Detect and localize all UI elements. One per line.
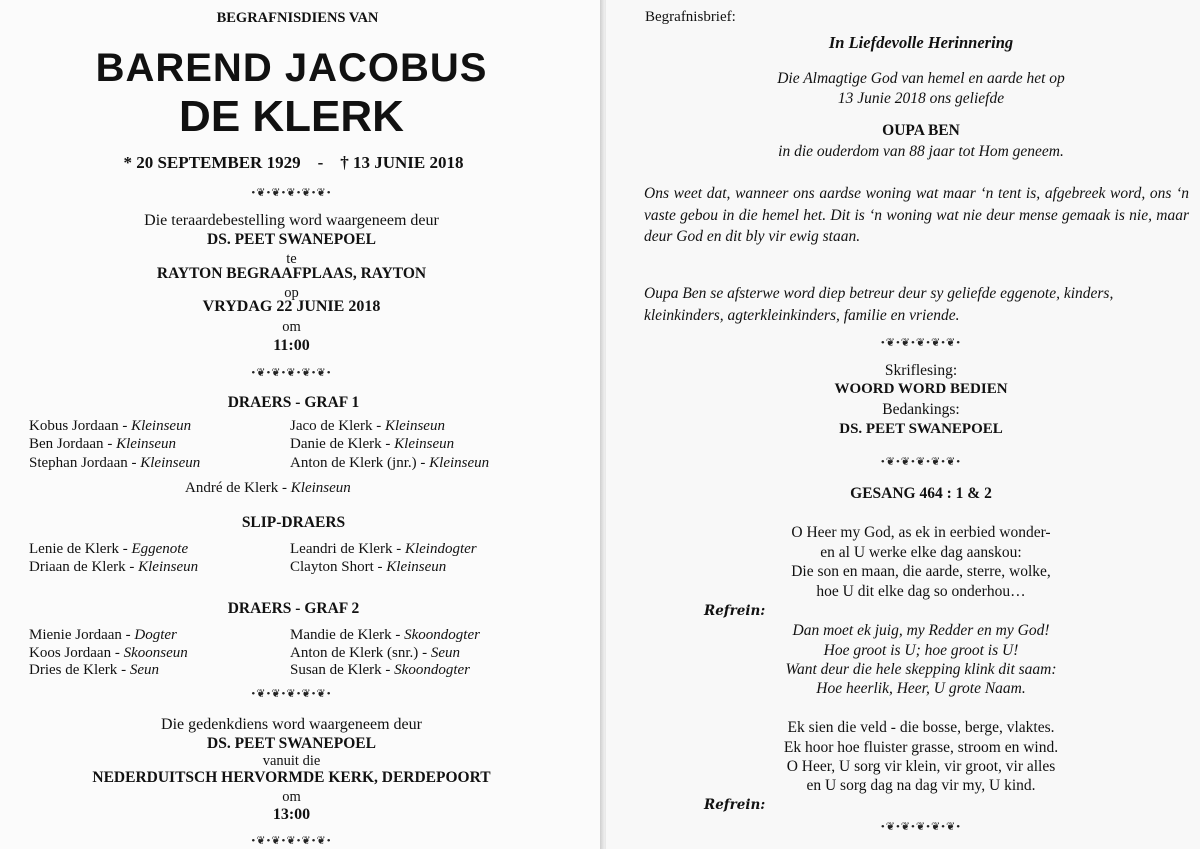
deceased-first-names: BAREND JACOBUS <box>95 46 488 90</box>
pallbearer-row: Lenie de Klerk - Eggenote <box>29 541 189 557</box>
bedankings-label: Bedankings: <box>882 401 960 418</box>
op-label: op <box>284 285 299 301</box>
om-label: om <box>282 789 301 805</box>
pallbearer-row: Clayton Short - Kleinseun <box>290 559 447 575</box>
slip-bearers-title: SLIP-DRAERS <box>241 514 346 531</box>
hymn-line: Die son en maan, die aarde, sterre, wolke, <box>791 563 1051 580</box>
ornament-divider: •❦•❦•❦•❦•❦• <box>880 337 962 349</box>
hymn-line: Ek hoor hoe fluister grasse, stroom en wind. <box>783 739 1059 756</box>
refrain-label: Refrein: <box>704 603 766 619</box>
refrain-line: Want deur die hele skepping klink dit saam: <box>785 661 1057 678</box>
deceased-nickname: OUPA BEN <box>882 122 960 139</box>
thanks-officiant: DS. PEET SWANEPOEL <box>839 421 1003 437</box>
pallbearer-row: Stephan Jordaan - Kleinseun <box>29 455 201 471</box>
refrain-label: Refrein: <box>704 797 766 813</box>
death-cross-icon: † <box>340 153 349 172</box>
death-date: 13 JUNIE 2018 <box>353 153 464 172</box>
intro-line: Die Almagtige God van hemel en aarde het op <box>777 70 1065 87</box>
pallbearer-row: Danie de Klerk - Kleinseun <box>290 436 455 452</box>
right-page <box>606 0 1200 849</box>
ornament-divider: •❦•❦•❦•❦•❦• <box>251 688 332 700</box>
pallbearer-row: Jaco de Klerk - Kleinseun <box>290 418 445 434</box>
pallbearer-row: Anton de Klerk (snr.) - Seun <box>290 645 460 661</box>
burial-place: RAYTON BEGRAAFPLAAS, RAYTON <box>156 265 427 282</box>
pallbearer-row: Koos Jordaan - Skoonseun <box>29 645 188 661</box>
memorial-heading: In Liefdevolle Herinnering <box>828 33 1014 52</box>
hymn-line: O Heer my God, as ek in eerbied wonder- <box>791 524 1051 541</box>
pallbearers-grave2-title: DRAERS - GRAF 2 <box>227 600 360 617</box>
hymn-line: en U sorg dag na dag vir my, U kind. <box>806 777 1036 794</box>
ornament-divider: •❦•❦•❦•❦•❦• <box>880 456 962 468</box>
service-time: 11:00 <box>273 337 310 354</box>
pallbearer-row: Driaan de Klerk - Kleinseun <box>29 559 199 575</box>
pallbearer-row: Susan de Klerk - Skoondogter <box>290 662 470 678</box>
pallbearer-row: Mienie Jordaan - Dogter <box>29 627 177 643</box>
reading-value: WOORD WORD BEDIEN <box>834 381 1008 397</box>
letter-label: Begrafnisbrief: <box>645 9 736 25</box>
pallbearers-grave1-title: DRAERS - GRAF 1 <box>227 394 360 411</box>
date-separator: - <box>317 153 324 172</box>
ornament-divider: •❦•❦•❦•❦•❦• <box>251 367 332 379</box>
pallbearer-row: Kobus Jordaan - Kleinseun <box>29 418 192 434</box>
skriflesing-label: Skriflesing: <box>884 362 958 379</box>
ornament-divider: •❦•❦•❦•❦•❦• <box>880 821 962 833</box>
memorial-intro: Die gedenkdiens word waargeneem deur <box>161 716 422 733</box>
hymn-line: hoe U dit elke dag so onderhou… <box>816 583 1026 600</box>
birth-star-icon: * <box>123 153 132 172</box>
intro-line: 13 Junie 2018 ons geliefde <box>837 90 1005 107</box>
memorial-time: 13:00 <box>272 806 311 823</box>
deceased-surname: DE KLERK <box>179 92 404 141</box>
service-header: BEGRAFNISDIENS VAN <box>216 10 379 26</box>
ornament-divider: •❦•❦•❦•❦•❦• <box>251 835 332 847</box>
om-label: om <box>282 319 301 335</box>
pallbearer-row: Leandri de Klerk - Kleindogter <box>290 541 477 557</box>
officiant-name: DS. PEET SWANEPOEL <box>207 231 376 248</box>
vanuit-label: vanuit die <box>262 753 321 769</box>
hymn-line: en al U werke elke dag aanskou: <box>820 544 1022 561</box>
scripture-paragraph: Ons weet dat, wanneer ons aardse woning wat maar ‘n tent is, afgebreek word, ons ‘n vaste gebou in die hemel het. Dit is ‘n woning wat nie deur mense gemaak is nie, maar deur God en dit bly vir ewig staan. <box>644 185 1189 245</box>
service-date: VRYDAG 22 JUNIE 2018 <box>202 298 381 315</box>
pallbearer-row: André de Klerk - Kleinseun <box>185 480 351 496</box>
refrain-line: Dan moet ek juig, my Redder en my God! <box>792 622 1050 639</box>
refrain-line: Hoe heerlik, Heer, U grote Naam. <box>816 680 1026 697</box>
pallbearer-row: Anton de Klerk (jnr.) - Kleinseun <box>290 455 490 471</box>
memorial-officiant: DS. PEET SWANEPOEL <box>207 735 376 752</box>
te-label: te <box>286 251 297 267</box>
ornament-divider: •❦•❦•❦•❦•❦• <box>251 187 332 199</box>
service-intro: Die teraardebestelling word waargeneem deur <box>144 212 439 229</box>
life-dates <box>0 153 595 173</box>
hymn-title: GESANG 464 : 1 & 2 <box>850 485 992 502</box>
age-line: in die ouderdom van 88 jaar tot Hom geneem. <box>778 143 1064 160</box>
refrain-line: Hoe groot is U; hoe groot is U! <box>823 642 1019 659</box>
birth-date: 20 SEPTEMBER 1929 <box>136 153 301 172</box>
pallbearer-row: Dries de Klerk - Seun <box>29 662 159 678</box>
memorial-church: NEDERDUITSCH HERVORMDE KERK, DERDEPOORT <box>92 769 491 786</box>
hymn-line: Ek sien die veld - die bosse, berge, vlaktes. <box>787 719 1055 736</box>
pallbearer-row: Mandie de Klerk - Skoondogter <box>290 627 480 643</box>
hymn-line: O Heer, U sorg vir klein, vir groot, vir alles <box>786 758 1056 775</box>
pallbearer-row: Ben Jordaan - Kleinseun <box>29 436 177 452</box>
mourners-paragraph: Oupa Ben se afsterwe word diep betreur deur sy geliefde eggenote, kinders, kleinkinders, agterkleinkinders, familie en vriende. <box>644 285 1114 324</box>
